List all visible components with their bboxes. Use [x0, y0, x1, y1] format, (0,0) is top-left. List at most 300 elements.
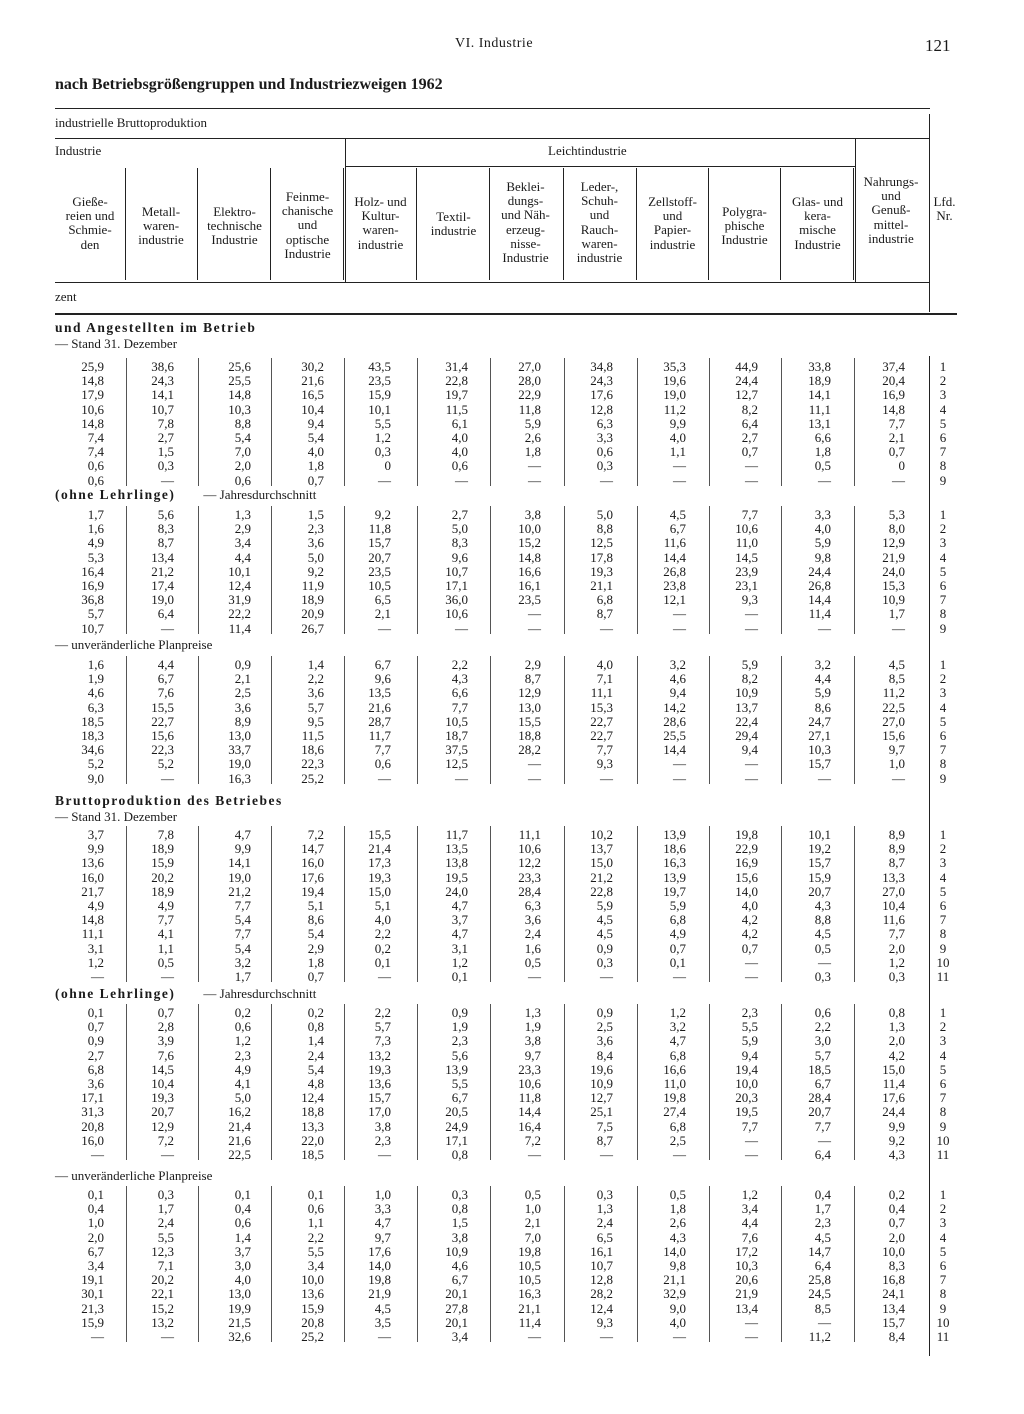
table-cell: 18,6	[663, 841, 686, 857]
table-cell: 0,9	[451, 1005, 468, 1020]
table-cell: 28,4	[518, 883, 541, 899]
table-cell: 17,1	[445, 1132, 468, 1148]
table-cell: 9,0	[669, 1300, 686, 1316]
table-cell: —	[673, 770, 686, 786]
table-cell: —	[161, 1329, 174, 1344]
table-cell: 2,4	[524, 926, 541, 942]
row-number: 2	[939, 1201, 947, 1217]
table-cell: 1,5	[451, 1215, 468, 1231]
table-cell: 0,1	[374, 954, 391, 970]
table-cell: 2,2	[374, 926, 391, 942]
table-cell: 0,5	[524, 1187, 541, 1202]
table-cell: 22,0	[301, 1132, 324, 1148]
table-cell: 21,9	[882, 549, 905, 565]
table-cell: —	[673, 1329, 686, 1344]
table-cell: 2,7	[87, 1047, 104, 1063]
table-cell: 1,6	[87, 521, 104, 537]
row-number: 8	[939, 1104, 947, 1120]
table-cell: 10,6	[735, 521, 758, 537]
column-rule	[709, 826, 710, 982]
table-cell: 0,5	[157, 954, 174, 970]
table-cell: 13,1	[808, 415, 831, 431]
table-cell: 19,7	[445, 387, 468, 403]
table-cell: 5,9	[741, 1033, 758, 1049]
table-cell: 0,7	[307, 969, 324, 984]
table-cell: 3,8	[374, 1118, 391, 1134]
table-cell: 5,4	[307, 1061, 324, 1077]
table-cell: 27,4	[663, 1104, 686, 1120]
table-cell: 0,3	[814, 969, 831, 984]
table-cell: 4,7	[451, 898, 468, 913]
table-cell: 12,9	[518, 685, 541, 701]
table-cell: 23,3	[518, 869, 541, 885]
table-cell: —	[378, 969, 391, 984]
table-cell: 15,7	[808, 756, 831, 772]
table-cell: 15,7	[882, 1314, 905, 1330]
table-cell: 8,4	[596, 1047, 613, 1063]
table-cell: 4,5	[596, 926, 613, 942]
table-cell: 13,5	[368, 685, 391, 701]
table-cell: 15,0	[368, 883, 391, 899]
table-cell: 2,6	[524, 430, 541, 445]
section-subtitle: — Stand 31. Dezember	[55, 809, 178, 824]
table-cell: —	[745, 472, 758, 488]
column-rule	[198, 358, 199, 486]
table-cell: —	[673, 756, 686, 772]
table-cell: 2,2	[374, 1005, 391, 1020]
table-cell: 9,2	[374, 507, 391, 522]
table-cell: 25,2	[301, 1329, 324, 1344]
table-cell: 0,1	[234, 1187, 251, 1202]
table-cell: 0,7	[888, 444, 905, 460]
table-cell: 9,0	[87, 770, 104, 786]
table-cell: 3,6	[596, 1033, 613, 1049]
table-cell: 11,8	[518, 1090, 541, 1106]
table-cell: 25,1	[590, 1104, 613, 1120]
table-cell: 4,0	[741, 898, 758, 913]
row-number: 1	[939, 827, 947, 842]
table-cell: 3,8	[451, 1229, 468, 1245]
table-cell: 29,4	[735, 728, 758, 743]
table-cell: 5,4	[234, 912, 251, 928]
table-cell: 1,0	[374, 1187, 391, 1202]
table-cell: 15,2	[518, 535, 541, 551]
table-cell: 4,2	[741, 912, 758, 928]
table-cell: 14,4	[663, 742, 686, 758]
table-cell: 5,2	[87, 756, 104, 772]
table-cell: 16,6	[518, 563, 541, 579]
table-cell: 1,5	[157, 444, 174, 460]
column-rule	[270, 168, 271, 280]
table-cell: 2,5	[234, 685, 251, 701]
table-cell: 4,5	[669, 507, 686, 522]
table-cell: 4,0	[374, 912, 391, 928]
table-cell: 20,3	[735, 1090, 758, 1106]
table-cell: 2,7	[741, 430, 758, 445]
table-cell: 5,6	[157, 507, 174, 522]
table-cell: 19,8	[663, 1090, 686, 1106]
table-cell: 23,3	[518, 1061, 541, 1077]
table-cell: 13,4	[735, 1300, 758, 1316]
table-cell: 4,5	[814, 926, 831, 942]
table-cell: 9,4	[741, 1047, 758, 1063]
table-cell: 13,0	[228, 728, 251, 743]
table-cell: —	[892, 770, 905, 786]
table-cell: 0,7	[888, 1215, 905, 1231]
table-cell: 1,7	[814, 1201, 831, 1217]
table-cell: 8,4	[888, 1329, 905, 1344]
table-cell: 1,2	[374, 430, 391, 445]
table-cell: 19,8	[735, 827, 758, 842]
column-rule	[636, 168, 637, 280]
table-cell: 21,1	[590, 578, 613, 593]
column-rule	[780, 168, 781, 280]
table-cell: 22,7	[590, 713, 613, 729]
section-title: Bruttoproduktion des Betriebes	[55, 793, 283, 808]
table-cell: 4,4	[814, 671, 831, 687]
column-rule	[854, 358, 855, 486]
table-cell: 12,4	[590, 1300, 613, 1316]
table-cell: 16,4	[518, 1118, 541, 1134]
row-number: 1	[939, 507, 947, 522]
table-cell: 0,6	[234, 1215, 251, 1231]
table-cell: 0,4	[87, 1201, 104, 1217]
table-cell: 27,0	[882, 713, 905, 729]
table-cell: 20,7	[151, 1104, 174, 1120]
table-cell: 8,9	[888, 841, 905, 857]
table-cell: 4,2	[741, 926, 758, 942]
table-cell: 6,7	[157, 671, 174, 687]
table-cell: 13,2	[368, 1047, 391, 1063]
table-cell: —	[818, 472, 831, 488]
table-cell: 21,5	[228, 1314, 251, 1330]
table-cell: 7,7	[888, 926, 905, 942]
table-cell: —	[161, 620, 174, 636]
table-cell: 13,6	[81, 855, 104, 871]
table-cell: 1,4	[307, 657, 324, 672]
column-rule	[637, 358, 638, 486]
table-cell: 7,7	[374, 742, 391, 758]
table-cell: 2,1	[374, 606, 391, 622]
table-cell: 3,6	[307, 685, 324, 701]
table-cell: 1,2	[87, 954, 104, 970]
table-cell: 36,8	[81, 592, 104, 608]
column-rule	[709, 506, 710, 634]
table-cell: —	[161, 770, 174, 786]
table-cell: 10,9	[445, 1243, 468, 1259]
table-cell: 10,4	[301, 401, 324, 417]
table-cell: 16,9	[735, 855, 758, 871]
column-rule	[781, 826, 782, 982]
table-cell: 22,4	[735, 713, 758, 729]
table-cell: 3,1	[87, 940, 104, 956]
table-cell: 3,3	[814, 507, 831, 522]
table-cell: 15,9	[808, 869, 831, 885]
table-cell: 6,7	[669, 521, 686, 537]
column-rule	[781, 1186, 782, 1342]
table-cell: 7,7	[741, 507, 758, 522]
leichtindustrie-label: Leichtindustrie	[548, 143, 627, 158]
table-cell: 10,7	[81, 620, 104, 636]
table-cell: 22,9	[518, 387, 541, 403]
table-cell: —	[161, 1147, 174, 1162]
table-cell: —	[161, 472, 174, 488]
table-cell: —	[528, 458, 541, 474]
table-cell: —	[378, 472, 391, 488]
table-cell: 6,1	[451, 415, 468, 431]
table-cell: —	[673, 1147, 686, 1162]
table-cell: 3,9	[157, 1033, 174, 1049]
row-number: 10	[936, 1132, 950, 1148]
table-cell: —	[528, 969, 541, 984]
table-cell: 10,0	[882, 1243, 905, 1259]
table-cell: 25,6	[228, 359, 251, 374]
column-rule	[126, 358, 127, 486]
table-cell: 5,9	[814, 535, 831, 551]
table-cell: 10,3	[808, 742, 831, 758]
column-rule	[490, 826, 491, 982]
column-rule	[416, 168, 417, 280]
table-cell: 0,6	[234, 1019, 251, 1035]
table-cell: 5,4	[307, 430, 324, 445]
table-cell: —	[673, 606, 686, 622]
table-cell: 7,0	[234, 444, 251, 460]
table-cell: 11,4	[882, 1076, 905, 1091]
row-number: 1	[939, 1187, 947, 1202]
table-cell: 15,9	[301, 1300, 324, 1316]
table-cell: 1,2	[669, 1005, 686, 1020]
table-cell: 21,2	[151, 563, 174, 579]
column-rule	[417, 826, 418, 982]
table-cell: 14,8	[518, 549, 541, 565]
table-cell: 4,5	[888, 657, 905, 672]
table-cell: 10,9	[882, 592, 905, 608]
table-cell: 2,1	[888, 430, 905, 445]
header-rule-3	[55, 282, 930, 283]
row-number: 4	[939, 699, 947, 715]
table-cell: 21,3	[81, 1300, 104, 1316]
table-cell: 1,2	[888, 954, 905, 970]
table-cell: 15,7	[808, 855, 831, 871]
table-cell: 13,6	[368, 1076, 391, 1091]
table-cell: 20,2	[151, 869, 174, 885]
table-cell: 4,3	[814, 898, 831, 913]
table-cell: 13,7	[735, 699, 758, 715]
table-cell: 10,7	[590, 1258, 613, 1273]
table-cell: 1,8	[307, 954, 324, 970]
table-cell: 5,3	[87, 549, 104, 565]
column-rule	[344, 826, 345, 982]
table-cell: 0,7	[157, 1005, 174, 1020]
row-number: 7	[939, 592, 947, 608]
table-cell: 0,1	[87, 1187, 104, 1202]
table-cell: 8,5	[888, 671, 905, 687]
table-cell: 14,2	[663, 699, 686, 715]
table-cell: —	[528, 1329, 541, 1344]
table-cell: 1,9	[451, 1019, 468, 1035]
table-cell: 0,3	[888, 969, 905, 984]
table-cell: 4,4	[234, 549, 251, 565]
table-cell: 38,6	[151, 359, 174, 374]
table-cell: 11,5	[301, 728, 324, 743]
table-cell: 15,2	[151, 1300, 174, 1316]
table-cell: 19,8	[368, 1272, 391, 1288]
table-cell: 11,5	[445, 401, 468, 417]
column-rule	[198, 656, 199, 784]
column-rule	[271, 358, 272, 486]
column-rule	[271, 656, 272, 784]
table-cell: 16,2	[228, 1104, 251, 1120]
table-cell: 15,5	[518, 713, 541, 729]
column-rule	[781, 358, 782, 486]
row-number: 4	[939, 869, 947, 885]
table-cell: —	[818, 954, 831, 970]
table-cell: 0,6	[87, 472, 104, 488]
table-cell: 0,6	[814, 1005, 831, 1020]
table-cell: 9,2	[888, 1132, 905, 1148]
row-number: 4	[939, 549, 947, 565]
table-cell: 2,2	[307, 671, 324, 687]
row-number: 5	[939, 563, 947, 579]
table-cell: 14,5	[735, 549, 758, 565]
section-subtitle: — Jahresdurchschnitt	[203, 986, 317, 1001]
table-cell: 0,6	[87, 458, 104, 474]
column-rule	[854, 826, 855, 982]
table-cell: 10,6	[445, 606, 468, 622]
row-number: 6	[939, 578, 947, 593]
table-cell: —	[745, 620, 758, 636]
table-cell: 3,3	[596, 430, 613, 445]
table-cell: 17,4	[151, 578, 174, 593]
table-cell: —	[528, 472, 541, 488]
table-cell: 2,3	[741, 1005, 758, 1020]
table-cell: 2,5	[669, 1132, 686, 1148]
table-cell: 0,3	[596, 458, 613, 474]
table-cell: 4,0	[451, 444, 468, 460]
row-number: 9	[939, 940, 947, 956]
table-cell: 6,8	[596, 592, 613, 608]
table-cell: 19,3	[368, 1061, 391, 1077]
column-rule	[344, 656, 345, 784]
table-cell: 27,0	[518, 359, 541, 374]
table-cell: 1,0	[87, 1215, 104, 1231]
section-subtitle: — unveränderliche Planpreise	[55, 1168, 213, 1183]
row-number: 11	[936, 1147, 950, 1162]
table-cell: 14,8	[81, 373, 104, 389]
table-cell: 1,7	[87, 507, 104, 522]
table-cell: 16,1	[518, 578, 541, 593]
table-cell: 16,9	[882, 387, 905, 403]
table-cell: 5,5	[307, 1243, 324, 1259]
table-cell: 4,9	[669, 926, 686, 942]
column-header: Leder-, Schuh- und Rauch- waren- industrie	[576, 179, 623, 266]
column-rule	[637, 826, 638, 982]
table-cell: 2,0	[87, 1229, 104, 1245]
table-cell: 7,6	[741, 1229, 758, 1245]
column-rule	[781, 1004, 782, 1160]
table-cell: 15,9	[81, 1314, 104, 1330]
table-cell: 2,2	[307, 1229, 324, 1245]
table-cell: 20,1	[445, 1286, 468, 1302]
table-cell: 11,0	[663, 1076, 686, 1091]
table-cell: 23,5	[368, 373, 391, 389]
row-number: 1	[939, 359, 947, 374]
row-number: 7	[939, 444, 947, 460]
table-cell: 0,6	[234, 472, 251, 488]
table-cell: 4,6	[669, 671, 686, 687]
table-cell: 2,4	[157, 1215, 174, 1231]
table-cell: —	[892, 620, 905, 636]
table-cell: 9,9	[888, 1118, 905, 1134]
column-rule	[490, 358, 491, 486]
table-cell: 19,4	[301, 883, 324, 899]
table-cell: —	[91, 1147, 104, 1162]
column-rule	[417, 1004, 418, 1160]
row-number: 7	[939, 1090, 947, 1106]
column-header: Polygra- phische Industrie	[721, 204, 768, 248]
table-cell: —	[455, 620, 468, 636]
table-cell: 2,3	[374, 1132, 391, 1148]
row-number: 11	[936, 1329, 950, 1344]
running-header: VI. Industrie	[455, 36, 534, 51]
table-cell: 13,0	[228, 1286, 251, 1302]
table-cell: 19,0	[228, 869, 251, 885]
table-cell: 21,2	[228, 883, 251, 899]
table-cell: 4,9	[87, 898, 104, 913]
table-cell: 1,0	[524, 1201, 541, 1217]
table-cell: 0,1	[307, 1187, 324, 1202]
table-cell: 21,9	[735, 1286, 758, 1302]
table-cell: 17,6	[590, 387, 613, 403]
table-cell: 10,0	[301, 1272, 324, 1288]
table-cell: 35,3	[663, 359, 686, 374]
row-number: 1	[939, 657, 947, 672]
table-cell: 9,6	[374, 671, 391, 687]
column-rule	[854, 1004, 855, 1160]
table-cell: 20,5	[445, 1104, 468, 1120]
table-cell: 3,3	[374, 1201, 391, 1217]
table-cell: 33,8	[808, 359, 831, 374]
table-cell: 15,5	[151, 699, 174, 715]
column-rule	[417, 506, 418, 634]
row-number: 11	[936, 969, 950, 984]
table-cell: 7,7	[234, 898, 251, 913]
table-cell: 5,5	[741, 1019, 758, 1035]
table-cell: 1,8	[524, 444, 541, 460]
table-cell: 5,6	[451, 1047, 468, 1063]
table-cell: 31,4	[445, 359, 468, 374]
table-cell: —	[600, 969, 613, 984]
table-cell: 9,9	[234, 841, 251, 857]
table-cell: 7,7	[157, 912, 174, 928]
table-cell: —	[528, 620, 541, 636]
table-cell: 18,5	[81, 713, 104, 729]
table-cell: 7,7	[888, 415, 905, 431]
column-header: Gieße- reien und Schmie- den	[65, 194, 115, 252]
table-cell: 2,1	[234, 671, 251, 687]
table-cell: 13,3	[882, 869, 905, 885]
table-cell: 14,8	[882, 401, 905, 417]
column-rule	[564, 506, 565, 634]
table-cell: 10,5	[518, 1258, 541, 1273]
table-cell: 1,4	[234, 1229, 251, 1245]
table-cell: 15,0	[882, 1061, 905, 1077]
table-cell: 16,3	[518, 1286, 541, 1302]
table-cell: 19,2	[808, 841, 831, 857]
table-cell: 6,7	[451, 1272, 468, 1288]
table-cell: 13,4	[882, 1300, 905, 1316]
table-cell: 0,6	[451, 458, 468, 474]
